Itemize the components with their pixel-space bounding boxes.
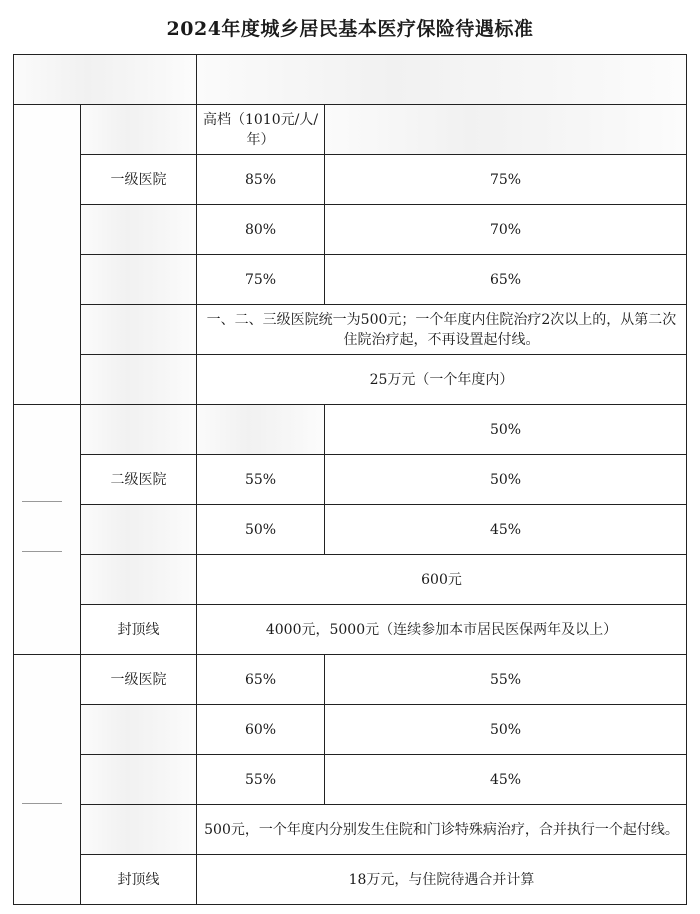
table-row <box>14 555 687 605</box>
cap-text-cell: 25万元（一个年度内） <box>197 355 687 405</box>
header-item-cell <box>14 55 197 105</box>
other-tier-header <box>325 105 687 155</box>
deductible-text-cell: 600元 <box>197 555 687 605</box>
redaction-mark <box>22 551 62 552</box>
table-row <box>14 355 687 405</box>
row-label-cell <box>81 805 197 855</box>
table-row <box>14 655 687 705</box>
table-row <box>14 455 687 505</box>
high-rate-cell: 55% <box>197 755 325 805</box>
category-cell-outpatient <box>14 405 81 655</box>
deductible-text-cell: 500元，一个年度内分别发生住院和门诊特殊病治疗，合并执行一个起付线。 <box>197 805 687 855</box>
row-label-cell <box>81 205 197 255</box>
high-rate-cell <box>197 405 325 455</box>
table-row <box>14 605 687 655</box>
deductible-text-cell: 一、二、三级医院统一为500元；一个年度内住院治疗2次以上的，从第二次住院治疗起，不再设置起付线。 <box>197 305 687 355</box>
table-row <box>14 755 687 805</box>
table-row <box>14 705 687 755</box>
table-row <box>14 105 687 155</box>
row-label-cell <box>81 705 197 755</box>
benefit-table <box>13 54 687 905</box>
row-label-cell: 封顶线 <box>81 855 197 905</box>
high-rate-cell: 55% <box>197 455 325 505</box>
category-cell-special <box>14 655 81 905</box>
table-row <box>14 405 687 455</box>
table-header-row <box>14 55 687 105</box>
other-rate-cell: 75% <box>325 155 687 205</box>
redaction-mark <box>22 501 62 502</box>
row-label-cell: 一级医院 <box>81 155 197 205</box>
high-rate-cell: 80% <box>197 205 325 255</box>
other-rate-cell: 65% <box>325 255 687 305</box>
high-rate-cell: 50% <box>197 505 325 555</box>
row-label-cell <box>81 355 197 405</box>
other-rate-cell: 70% <box>325 205 687 255</box>
other-rate-cell: 50% <box>325 455 687 505</box>
header-tier-cell <box>197 55 687 105</box>
other-rate-cell: 45% <box>325 755 687 805</box>
table-row <box>14 505 687 555</box>
other-rate-cell: 50% <box>325 705 687 755</box>
row-label-cell <box>81 555 197 605</box>
row-label-cell: 二级医院 <box>81 455 197 505</box>
table-row <box>14 205 687 255</box>
table-row <box>14 855 687 905</box>
row-label-cell <box>81 505 197 555</box>
row-label-cell: 一级医院 <box>81 655 197 705</box>
row-label-cell <box>81 405 197 455</box>
category-cell-inpatient <box>14 105 81 405</box>
high-rate-cell: 75% <box>197 255 325 305</box>
row-label-cell <box>81 755 197 805</box>
redaction-mark <box>22 803 62 804</box>
high-rate-cell: 85% <box>197 155 325 205</box>
table-row <box>14 805 687 855</box>
table-row <box>14 155 687 205</box>
high-tier-header: 高档（1010元/人/年） <box>197 105 325 155</box>
high-rate-cell: 65% <box>197 655 325 705</box>
table-row <box>14 255 687 305</box>
table-row <box>14 305 687 355</box>
other-rate-cell: 55% <box>325 655 687 705</box>
other-rate-cell: 45% <box>325 505 687 555</box>
row-label-cell: 封顶线 <box>81 605 197 655</box>
row-label-cell <box>81 105 197 155</box>
page-title: 2024年度城乡居民基本医疗保险待遇标准 <box>166 18 534 40</box>
cap-text-cell: 18万元，与住院待遇合并计算 <box>197 855 687 905</box>
other-rate-cell: 50% <box>325 405 687 455</box>
row-label-cell <box>81 255 197 305</box>
cap-text-cell: 4000元，5000元（连续参加本市居民医保两年及以上） <box>197 605 687 655</box>
row-label-cell <box>81 305 197 355</box>
high-rate-cell: 60% <box>197 705 325 755</box>
